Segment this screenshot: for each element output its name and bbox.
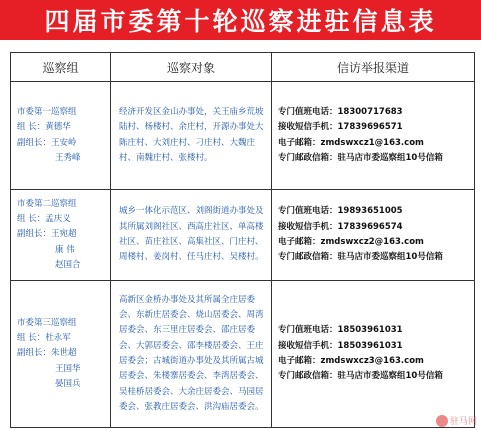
group-deputy: 王国华 <box>55 363 81 374</box>
group-deputy: 副组长：朱世超 <box>17 348 77 359</box>
group-deputy: 副组长：王安岭 <box>17 137 77 148</box>
group-name: 市委第三巡察组 <box>17 317 77 328</box>
postal-mailbox: 专门邮政信箱：驻马店市委巡察组10号信箱 <box>278 371 443 382</box>
title-banner <box>0 0 481 40</box>
group-deputy: 赵国合 <box>55 259 81 270</box>
contact-cell <box>272 190 475 281</box>
group-deputy: 晏国兵 <box>55 378 81 389</box>
postal-mailbox: 专门邮政信箱：驻马店市委巡察组10号信箱 <box>278 152 443 163</box>
table-row <box>11 190 475 281</box>
contact-cell <box>272 82 475 190</box>
group-cell <box>11 281 111 428</box>
header-channels: 信访举报渠道 <box>272 53 475 82</box>
group-cell <box>11 190 111 281</box>
table-header-row <box>11 53 475 82</box>
header-targets: 巡察对象 <box>111 53 272 82</box>
table-row <box>11 281 475 428</box>
targets-cell: 高新区金桥办事处及其所属全庄居委会、东新庄居委会、烧山居委会、周湾居委会、东三里庄居委会、邵庄居委会、大郭居委会、邵李楼居委会、王庄居委会；古城街道办事处及其所属古城居委会、朱楼寨居委会、李湾居委会、吴桂桥居委会、大余庄居委会、马园居委会、张教庄居委会、洪沟庙居委会。 <box>111 281 272 428</box>
watermark-text: 驻马网 <box>449 417 477 427</box>
email-address: 电子邮箱：zmdswxcz3@163.com <box>278 356 424 366</box>
table-row <box>11 82 475 190</box>
group-deputy: 王秀峰 <box>55 152 81 163</box>
contact-cell <box>272 281 475 428</box>
email-address: 电子邮箱：zmdswxcz1@163.com <box>278 137 424 148</box>
targets-cell: 经济开发区金山办事处，关王庙乡荒坡陆村、杨楼村、余庄村，开源办事处大陈庄村、大刘庄村、刁庄村、大魏庄村、南魏庄村、张楼村。 <box>111 82 272 190</box>
watermark <box>436 414 477 427</box>
group-leader: 组 长：孟庆义 <box>17 214 71 225</box>
group-leader: 组 长：杜永军 <box>17 333 71 344</box>
sms-phone: 接收短信手机：18503961031 <box>278 340 403 351</box>
group-leader: 组 长：黄德华 <box>17 122 71 133</box>
header-group: 巡察组 <box>11 53 111 82</box>
info-table-wrapper <box>10 52 474 428</box>
targets-cell: 城乡一体化示范区、刘阁街道办事处及其所属刘阁社区、西高庄社区、单高楼社区、苗庄社区、高集社区、门庄村、周楼村、姜岗村、任马庄村、吴楼村。 <box>111 190 272 281</box>
group-cell <box>11 82 111 190</box>
hotline-phone: 专门值班电话：18503961031 <box>278 325 403 336</box>
watermark-logo-icon <box>436 415 448 427</box>
email-address: 电子邮箱：zmdswxcz2@163.com <box>278 237 424 247</box>
group-name: 市委第一巡察组 <box>17 106 77 117</box>
group-deputy: 康 伟 <box>55 244 75 255</box>
group-deputy: 副组长：王宛超 <box>17 229 77 240</box>
hotline-phone: 专门值班电话：18300717683 <box>278 106 403 117</box>
inspection-info-table <box>10 52 475 428</box>
postal-mailbox: 专门邮政信箱：驻马店市委巡察组10号信箱 <box>278 252 443 263</box>
hotline-phone: 专门值班电话：19893651005 <box>278 206 403 217</box>
sms-phone: 接收短信手机：17839696571 <box>278 122 403 133</box>
group-name: 市委第二巡察组 <box>17 198 77 209</box>
sms-phone: 接收短信手机：17839696574 <box>278 221 403 232</box>
page-title: 四届市委第十轮巡察进驻信息表 <box>44 7 437 36</box>
